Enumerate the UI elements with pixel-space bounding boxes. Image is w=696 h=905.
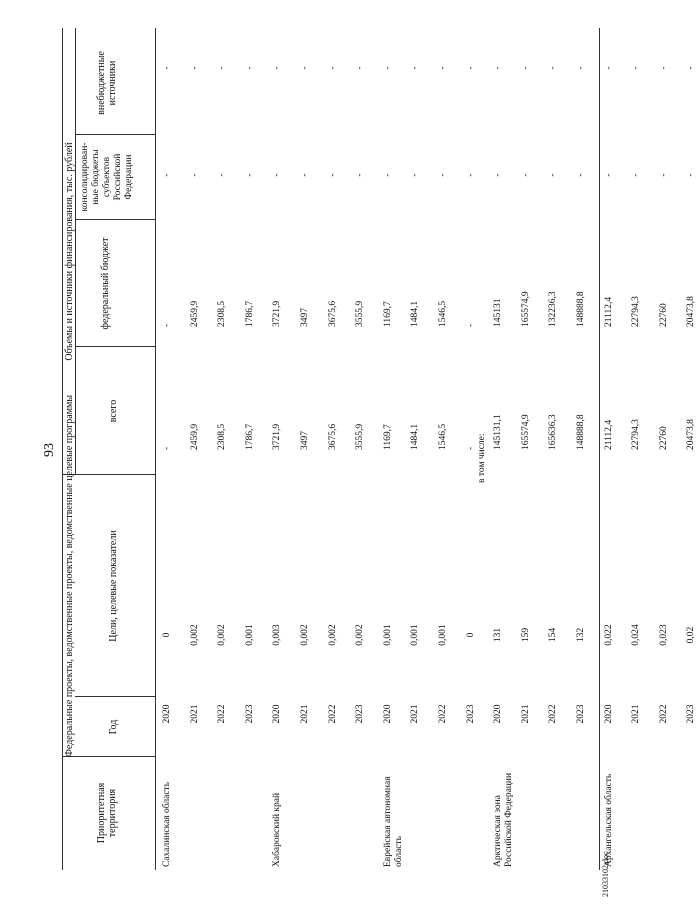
header-funding: Объемы и источники финансирования, тыс. рублей (64, 142, 75, 361)
cell-total: 165574,9 (520, 414, 531, 450)
cell-total: 22794,3 (631, 419, 642, 450)
page-number: 93 (42, 443, 57, 457)
cell-goal: 0,002 (300, 624, 310, 646)
table-bottom-border (599, 28, 600, 870)
cell-federal: 1786,7 (244, 300, 255, 327)
cell-year: 2022 (327, 704, 338, 724)
cell-extra: - (548, 66, 559, 70)
cell-regional: - (410, 173, 421, 177)
cell-goal: 0 (465, 632, 476, 638)
cell-total: 20473,8 (686, 419, 696, 450)
cell-regional: - (189, 173, 200, 177)
column-divider-3 (62, 474, 155, 475)
column-divider-6 (75, 134, 155, 135)
cell-year: 2022 (548, 704, 559, 724)
cell-total: 3721,9 (272, 423, 283, 450)
cell-extra: - (465, 66, 476, 70)
cell-total: 1546,5 (438, 423, 448, 450)
territory-label: Архангельская область (603, 773, 614, 867)
cell-federal: 1169,7 (382, 301, 393, 327)
cell-federal: 145131 (493, 298, 504, 327)
cell-extra: - (438, 66, 448, 70)
territory-label: Еврейская автономная область (382, 776, 404, 867)
cell-goal: 0,002 (355, 624, 366, 646)
cell-extra: - (217, 66, 228, 70)
cell-federal: 2308,5 (217, 300, 228, 327)
table-top-border (62, 28, 63, 870)
cell-regional: - (576, 173, 586, 177)
cell-regional: - (162, 173, 172, 177)
cell-regional: - (244, 173, 255, 177)
header-territory: Приоритетная территория (96, 782, 118, 844)
header-total: всего (108, 399, 119, 423)
cell-total: 21112,4 (603, 419, 614, 450)
cell-regional: - (465, 173, 476, 177)
column-divider-5 (75, 219, 155, 220)
cell-year: 2023 (465, 704, 476, 724)
cell-regional: - (327, 173, 338, 177)
cell-federal: 3555,9 (355, 300, 366, 327)
cell-regional: - (493, 173, 504, 177)
cell-regional: - (520, 173, 531, 177)
column-divider-4 (75, 346, 155, 347)
cell-total: 3497 (300, 431, 310, 450)
cell-regional: - (438, 173, 448, 177)
cell-year: 2022 (438, 704, 448, 724)
cell-extra: - (520, 66, 531, 70)
cell-total: - (162, 446, 172, 450)
cell-goal: 0,001 (244, 624, 255, 646)
cell-federal: 132236,3 (548, 291, 559, 327)
cell-year: 2020 (382, 704, 393, 724)
header-federal: федеральный бюджет (100, 237, 111, 330)
cell-goal: 0,001 (438, 624, 448, 646)
cell-extra: - (631, 66, 642, 70)
cell-goal: 0,002 (217, 624, 228, 646)
header-extra: внебюджетные источники (96, 51, 118, 115)
cell-extra: - (382, 66, 393, 70)
cell-regional: - (603, 173, 614, 177)
cell-goal: 0,001 (410, 624, 421, 646)
cell-goal: 154 (548, 627, 559, 643)
header-goals: Цели, целевые показатели (108, 530, 119, 642)
cell-federal: 22760 (658, 303, 669, 327)
cell-federal: 148888,8 (576, 291, 586, 327)
cell-goal: 0,024 (631, 624, 642, 646)
cell-total: 165636,3 (548, 414, 559, 450)
cell-goal: 0,002 (327, 624, 338, 646)
cell-extra: - (658, 66, 669, 70)
cell-total: 1786,7 (244, 423, 255, 450)
cell-goal: 0 (162, 632, 172, 638)
cell-extra: - (686, 66, 696, 70)
cell-extra: - (244, 66, 255, 70)
cell-federal: - (465, 323, 476, 327)
cell-total: - (465, 446, 476, 450)
cell-year: 2023 (576, 704, 586, 724)
cell-extra: - (410, 66, 421, 70)
cell-goal: 159 (520, 627, 531, 643)
cell-federal: 3721,9 (272, 300, 283, 327)
header-regional: консолидирован-ные бюджеты субъектов Российской Федерации (80, 142, 134, 212)
cell-year: 2022 (217, 704, 228, 724)
cell-total: 3675,6 (327, 423, 338, 450)
cell-goal: 0,001 (382, 624, 393, 646)
cell-federal: 3675,6 (327, 300, 338, 327)
in-that-number-note: в том числе: (477, 433, 487, 483)
cell-federal: 3497 (300, 308, 310, 327)
cell-federal: 20473,8 (686, 296, 696, 327)
cell-regional: - (382, 173, 393, 177)
cell-year: 2021 (631, 704, 642, 724)
cell-regional: - (300, 173, 310, 177)
header-mid-rule (75, 28, 76, 475)
cell-year: 2021 (300, 704, 310, 724)
cell-year: 2021 (410, 704, 421, 724)
cell-federal: - (162, 323, 172, 327)
header-bottom-rule (155, 28, 156, 870)
cell-goal: 0,023 (658, 624, 669, 646)
cell-extra: - (603, 66, 614, 70)
cell-year: 2020 (162, 704, 172, 724)
cell-year: 2023 (355, 704, 366, 724)
cell-extra: - (189, 66, 200, 70)
cell-goal: 0,003 (272, 624, 283, 646)
cell-year: 2023 (686, 704, 696, 724)
cell-year: 2021 (520, 704, 531, 724)
cell-regional: - (548, 173, 559, 177)
cell-federal: 2459,9 (189, 300, 200, 327)
cell-regional: - (631, 173, 642, 177)
cell-total: 1484,1 (410, 423, 421, 450)
cell-goal: 0,022 (603, 624, 614, 646)
cell-extra: - (272, 66, 283, 70)
header-group-projects: Федеральные проекты, ведомственные проекты, ведомственные целевые программы (64, 394, 75, 757)
cell-total: 148888,8 (576, 414, 586, 450)
footer-filename: 21033102.doc (601, 851, 610, 897)
cell-year: 2020 (272, 704, 283, 724)
column-divider-2 (75, 696, 155, 697)
cell-year: 2020 (603, 704, 614, 724)
cell-extra: - (327, 66, 338, 70)
cell-total: 2308,5 (217, 423, 228, 450)
cell-regional: - (272, 173, 283, 177)
cell-federal: 165574,9 (520, 291, 531, 327)
cell-goal: 132 (576, 627, 586, 643)
cell-regional: - (217, 173, 228, 177)
cell-total: 3555,9 (355, 423, 366, 450)
cell-extra: - (355, 66, 366, 70)
cell-goal: 0,002 (189, 624, 200, 646)
header-year: Год (108, 719, 119, 735)
cell-extra: - (576, 66, 586, 70)
cell-extra: - (493, 66, 504, 70)
territory-label: Арктическая зона Российской Федерации (493, 772, 515, 867)
cell-year: 2021 (189, 704, 200, 724)
cell-federal: 1484,1 (410, 300, 421, 327)
cell-total: 145131,1 (493, 414, 504, 450)
cell-goal: 0,02 (686, 626, 696, 644)
cell-goal: 131 (493, 627, 504, 643)
territory-label: Хабаровский край (272, 792, 283, 867)
territory-label: Сахалинская область (162, 781, 172, 867)
cell-year: 2022 (658, 704, 669, 724)
cell-regional: - (355, 173, 366, 177)
cell-year: 2023 (244, 704, 255, 724)
cell-total: 22760 (658, 426, 669, 450)
cell-regional: - (686, 173, 696, 177)
cell-regional: - (658, 173, 669, 177)
cell-extra: - (300, 66, 310, 70)
cell-year: 2020 (493, 704, 504, 724)
cell-total: 1169,7 (382, 424, 393, 450)
cell-extra: - (162, 66, 172, 70)
cell-federal: 21112,4 (603, 296, 614, 327)
cell-federal: 22794,3 (631, 296, 642, 327)
column-divider-1 (62, 756, 155, 757)
cell-federal: 1546,5 (438, 300, 448, 327)
cell-total: 2459,9 (189, 423, 200, 450)
